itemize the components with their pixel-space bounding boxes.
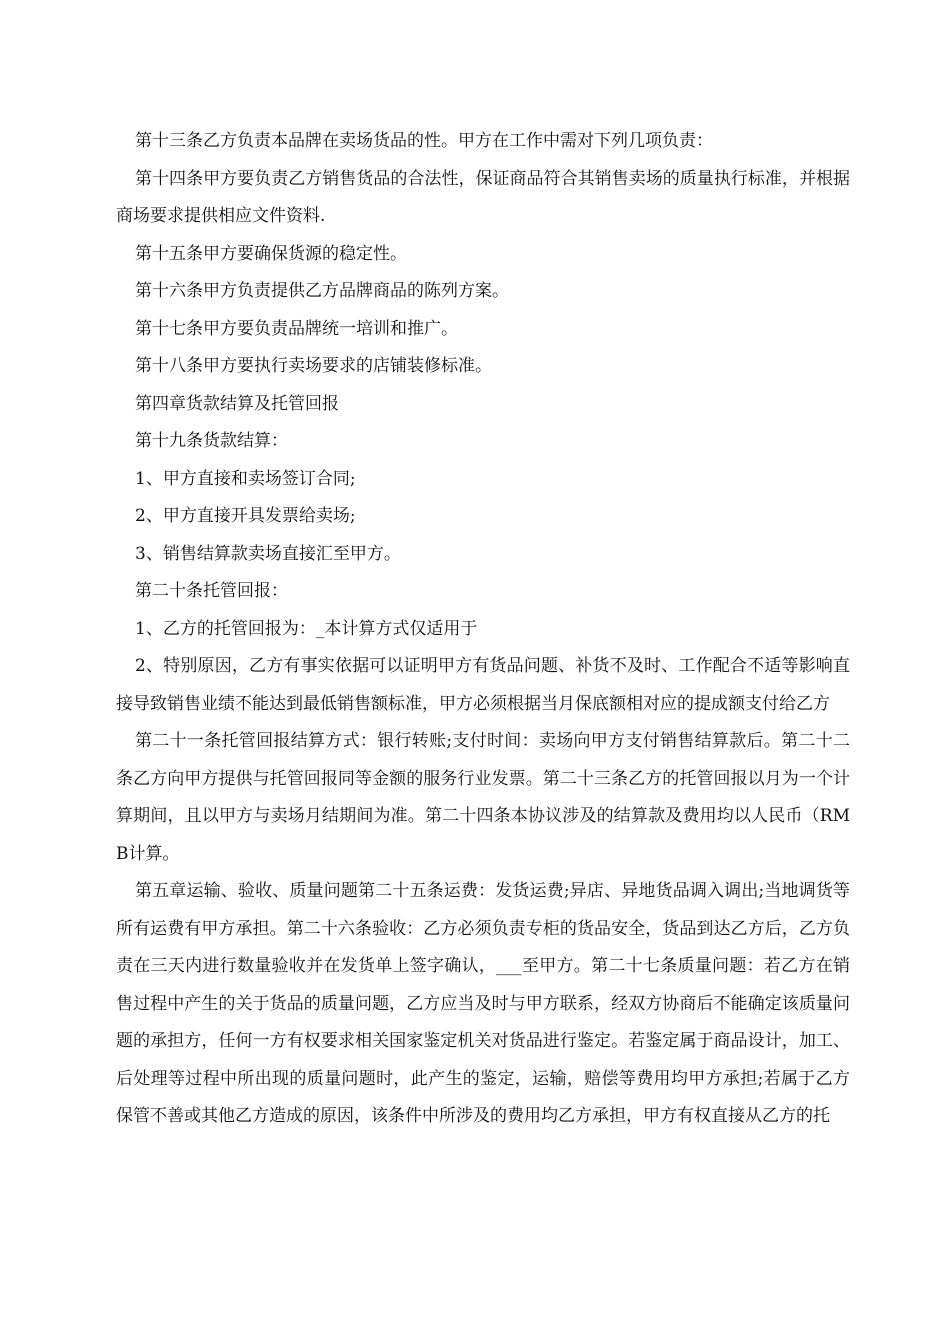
paragraph-articles-21-24: 第二十一条托管回报结算方式：银行转账;支付时间：卖场向甲方支付销售结算款后。第二十二条乙方向甲方提供与托管回报同等金额的服务行业发票。第二十三条乙方的托管回报以月为一个计算期间，且以甲方与卖场月结期间为准。第二十四条本协议涉及的结算款及费用均以人民币（RMB计算。 (116, 731, 850, 864)
list-item-20-1: 1、乙方的托管回报为：_本计算方式仅适用于 (135, 618, 478, 639)
paragraph-article-18: 第十八条甲方要执行卖场要求的店铺装修标准。 (135, 356, 492, 376)
paragraph-article-14: 第十四条甲方要负责乙方销售货品的合法性，保证商品符合其销售卖场的质量执行标准，并根据商场要求提供相应文件资料. (116, 168, 850, 226)
chapter-4-heading: 第四章货款结算及托管回报 (135, 393, 339, 414)
paragraph-chapter-5: 第五章运输、验收、质量问题第二十五条运费：发货运费;异店、异地货品调入调出;当地调货等所有运费有甲方承担。第二十六条验收：乙方必须负责专柜的货品安全，货品到达乙方后，乙方负责在三天内进行数量验收并在发货单上签字确认，___至甲方。第二十七条质量问题：若乙方在销售过程中产生的关于货品的质量问题，乙方应当及时与甲方联系，经双方协商后不能确定该质量问题的承担方，任何一方有权要求相关国家鉴定机关对货品进行鉴定。若鉴定属于商品设计，加工、后处理等过程中所出现的质量问题时，此产生的鉴定，运输，赔偿等费用均甲方承担;若属于乙方保管不善或其他乙方造成的原因，该条件中所涉及的费用均乙方承担，甲方有权直接从乙方的托 (116, 881, 850, 1126)
list-item-19-3: 3、销售结算款卖场直接汇至甲方。 (135, 543, 401, 564)
paragraph-article-20: 第二十条托管回报： (135, 581, 288, 601)
paragraph-article-16: 第十六条甲方负责提供乙方品牌商品的陈列方案。 (135, 281, 509, 301)
document-body (116, 123, 850, 1136)
paragraph-article-19: 第十九条货款结算： (135, 431, 288, 451)
paragraph-article-13: 第十三条乙方负责本品牌在卖场货品的性。甲方在工作中需对下列几项负责： (135, 131, 713, 151)
paragraph-article-15: 第十五条甲方要确保货源的稳定性。 (135, 243, 407, 264)
list-item-19-1: 1、甲方直接和卖场签订合同; (135, 468, 356, 489)
list-item-19-2: 2、甲方直接开具发票给卖场; (135, 506, 356, 526)
list-item-20-2: 2、特别原因，乙方有事实依据可以证明甲方有货品问题、补货不及时、工作配合不适等影响直接导致销售业绩不能达到最低销售额标准，甲方必须根据当月保底额相对应的提成额支付给乙方 (116, 656, 850, 714)
paragraph-article-17: 第十七条甲方要负责品牌统一培训和推广。 (135, 318, 458, 339)
